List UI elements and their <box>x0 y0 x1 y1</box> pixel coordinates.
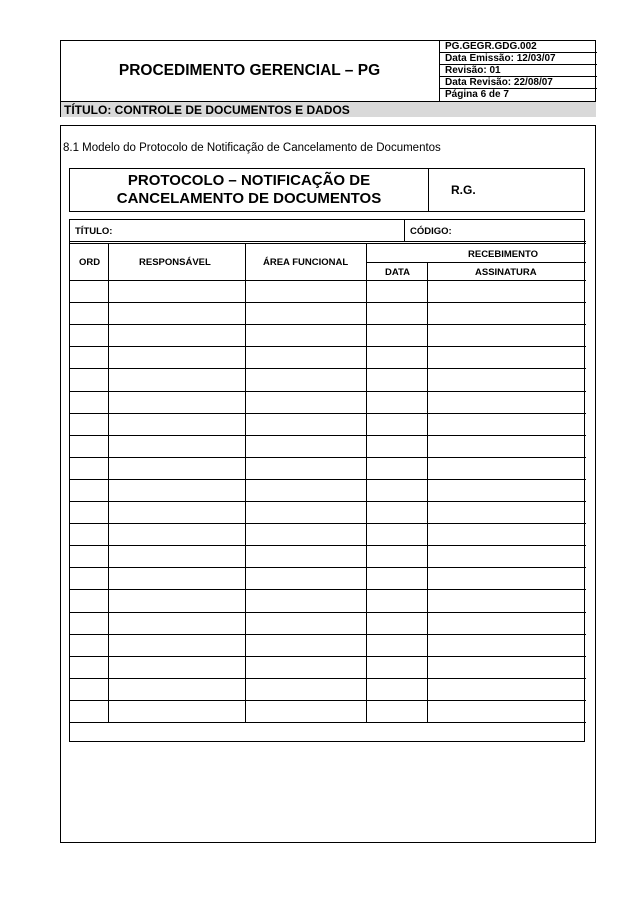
table-row <box>70 700 586 701</box>
doc-code: PG.GEGR.GDG.002 <box>440 41 597 53</box>
table-row <box>70 324 586 325</box>
table-row <box>70 302 586 303</box>
table-row <box>70 589 586 590</box>
protocol-header <box>69 168 585 212</box>
codigo-label: CÓDIGO: <box>410 226 452 237</box>
rg-label: R.G. <box>428 169 584 211</box>
protocol-title <box>70 169 428 211</box>
notification-form <box>69 219 585 742</box>
divider <box>70 243 586 244</box>
table-row <box>70 368 586 369</box>
col-ord: ORD <box>79 257 101 268</box>
column-divider <box>366 243 367 722</box>
column-divider <box>427 262 428 722</box>
protocol-title-line2: CANCELAMENTO DE DOCUMENTOS <box>116 190 382 207</box>
content-frame <box>60 125 596 843</box>
document-title-bar: TÍTULO: CONTROLE DE DOCUMENTOS E DADOS <box>61 101 596 117</box>
col-responsavel: RESPONSÁVEL <box>139 257 211 268</box>
table-row <box>70 479 586 480</box>
table-row <box>70 612 586 613</box>
table-row <box>70 656 586 657</box>
table-row <box>70 567 586 568</box>
page-number: Página 6 de 7 <box>445 89 509 100</box>
column-divider <box>245 243 246 722</box>
titulo-label: TÍTULO: <box>75 226 113 237</box>
issue-date: Data Emissão: 12/03/07 <box>440 53 597 65</box>
col-assinatura: ASSINATURA <box>475 267 537 278</box>
procedure-title: PROCEDIMENTO GERENCIAL – PG <box>118 62 381 79</box>
document-header <box>60 40 596 117</box>
table-row <box>70 501 586 502</box>
col-area-funcional: ÁREA FUNCIONAL <box>263 257 349 268</box>
divider <box>70 280 586 281</box>
table-row <box>70 346 586 347</box>
table-row <box>70 523 586 524</box>
table-row <box>70 391 586 392</box>
document-meta <box>439 41 596 101</box>
protocol-title-line1: PROTOCOLO – NOTIFICAÇÃO DE <box>127 172 371 189</box>
col-data: DATA <box>385 267 410 278</box>
divider <box>70 241 586 242</box>
divider <box>404 220 405 241</box>
revision-date: Data Revisão: 22/08/07 <box>440 77 597 89</box>
table-row <box>70 435 586 436</box>
col-recebimento: RECEBIMENTO <box>468 249 539 260</box>
table-row <box>70 457 586 458</box>
table-row <box>70 413 586 414</box>
table-row <box>70 722 586 723</box>
section-intro: 8.1 Modelo do Protocolo de Notificação de Cancelamento de Documentos <box>63 142 441 154</box>
divider <box>366 262 586 263</box>
column-divider <box>108 243 109 722</box>
revision: Revisão: 01 <box>440 65 597 77</box>
table-row <box>70 634 586 635</box>
table-row <box>70 545 586 546</box>
table-row <box>70 678 586 679</box>
